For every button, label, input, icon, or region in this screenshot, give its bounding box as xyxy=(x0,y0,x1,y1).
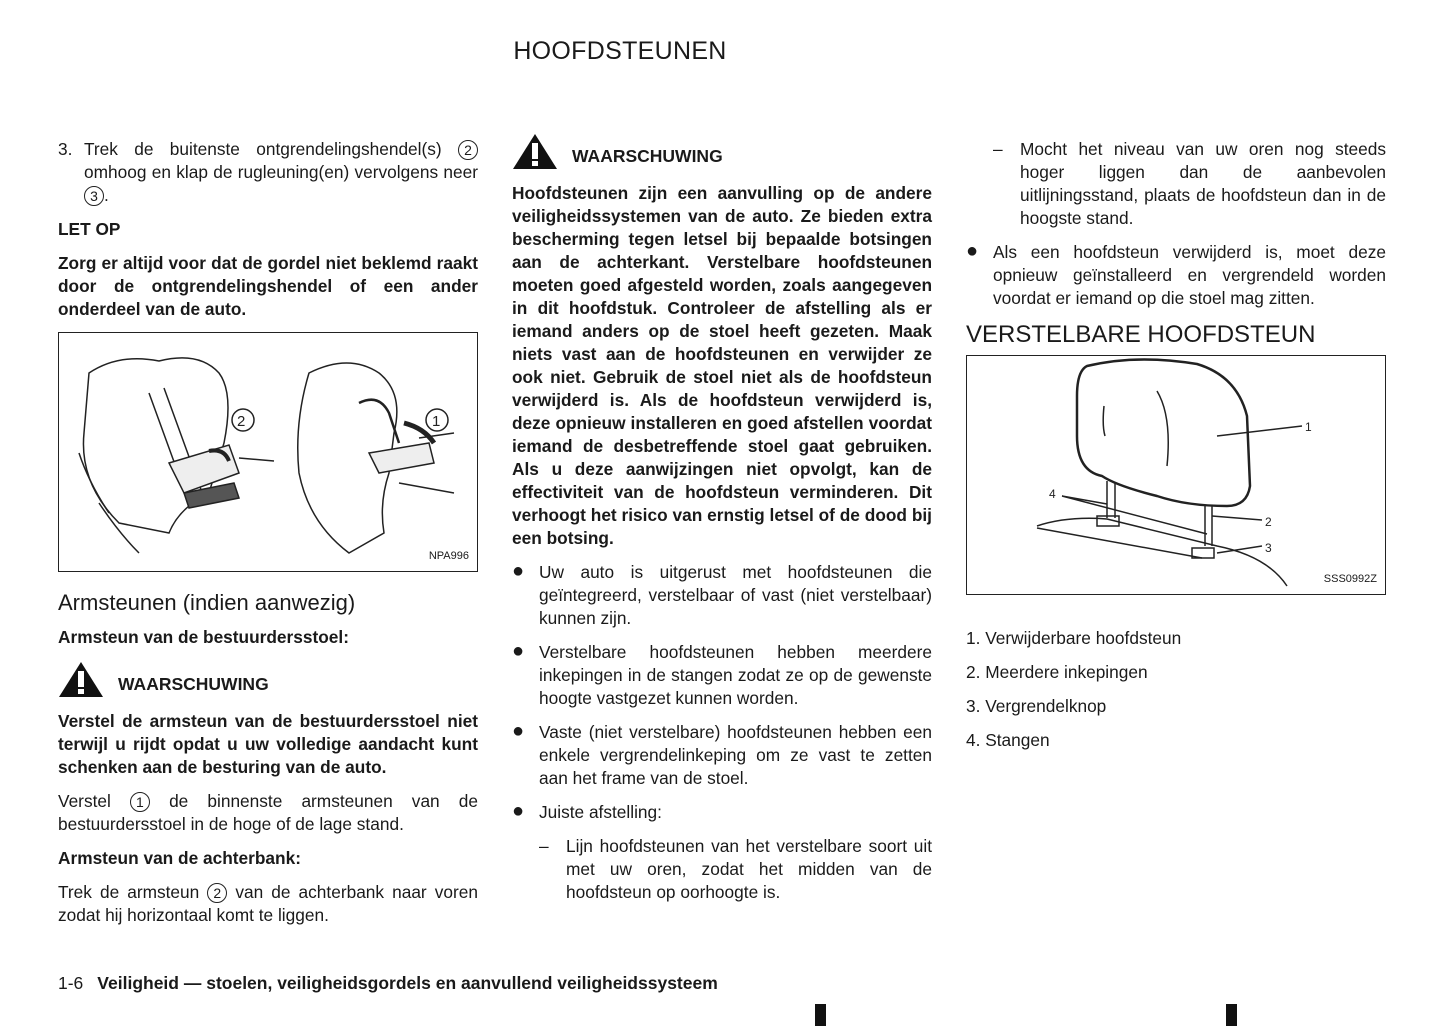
sub-list-item: – Mocht het niveau van uw oren nog steeds hoger liggen dan de aanbevolen uitlijningsstand, plaats de hoofdsteun dan in de hoogste stand. xyxy=(993,139,1386,228)
list-item: ● Uw auto is uitgerust met hoofdsteunen die geïntegreerd, verstelbaar of vast (niet verstelbaar) kunnen zijn. xyxy=(512,560,932,628)
svg-text:1: 1 xyxy=(432,413,441,430)
figure-code: NPA996 xyxy=(428,550,469,562)
rear-armrest-heading: Armsteun van de achterbank: xyxy=(58,848,301,868)
callout-ref: 2 xyxy=(207,883,227,903)
legend-list xyxy=(966,627,1386,752)
step-3: 3. Trek de buitenste ontgrendelingshendel(s) 2 omhoog en klap de rugleuning(en) vervolgens neer 3 . xyxy=(58,139,478,205)
svg-text:1: 1 xyxy=(1305,420,1312,434)
callout-ref: 3 xyxy=(84,186,104,206)
callout-ref: 2 xyxy=(458,140,478,160)
warning-text: Verstel de armsteun van de bestuurdersstoel niet terwijl u rijdt opdat u uw volledige aandacht kunt schenken aan de besturing van de auto. xyxy=(58,711,478,777)
bullet-icon: ● xyxy=(512,560,525,582)
warning-header: WAARSCHUWING xyxy=(58,660,478,698)
print-marker xyxy=(1226,1004,1237,1026)
column-left xyxy=(58,138,478,938)
section-heading: VERSTELBARE HOOFDSTEUN xyxy=(966,321,1316,348)
figure-code: SSS0992Z xyxy=(1323,573,1377,585)
note-title: LET OP xyxy=(58,219,121,239)
warning-triangle-icon xyxy=(58,660,104,698)
warning-text: Hoofdsteunen zijn een aanvulling op de andere veiligheidssystemen van de auto. Ze bieden extra bescherming tegen letsel bij bepaalde botsingen aan de achterkant. Verstelbare hoofdsteunen moeten goed afgesteld worden, zoals aangegeven in dit hoofdstuk. Controleer de afstelling als er iemand anders op de stoel heeft gezeten. Maak niets vast aan de hoofdsteunen en verwijder ze ook niet. Gebruik de stoel niet als de hoofdsteun verwijderd is. Als de hoofdsteun verwijderd is, deze opnieuw installeren en goed afstellen voordat iemand de desbetreffende stoel gaat gebruiken. Als u deze aanwijzingen niet opvolgt, kan de effectiviteit van de hoofdsteun verminderen. Dit verhoogt het risico van ernstig letsel of de dood bij een botsing. xyxy=(512,183,932,548)
page-footer xyxy=(58,972,718,995)
bullet-icon: ● xyxy=(512,640,525,662)
legend-item: 2. Meerdere inkepingen xyxy=(966,662,1148,682)
legend-item: 1. Verwijderbare hoofdsteun xyxy=(966,628,1182,648)
column-right xyxy=(966,138,1386,763)
callout-ref: 1 xyxy=(130,792,150,812)
page-number: 1-6 xyxy=(58,973,84,993)
list-item: ● Juiste afstelling: xyxy=(512,800,662,822)
legend-item: 3. Vergrendelknop xyxy=(966,696,1107,716)
list-item: ● Verstelbare hoofdsteunen hebben meerdere inkepingen in de stangen zodat ze op de gewenste hoogte vastgezet kunnen worden. xyxy=(512,640,932,708)
bullet-icon: ● xyxy=(512,720,525,742)
note-text: Zorg er altijd voor dat de gordel niet beklemd raakt door de ontgrendelingshendel of een ander onderdeel van de auto. xyxy=(58,253,478,319)
warning-triangle-icon xyxy=(512,132,558,170)
bullet-icon: ● xyxy=(966,240,979,262)
warning-header: WAARSCHUWING xyxy=(512,132,932,170)
figure-headrest xyxy=(966,355,1386,595)
driver-armrest-heading: Armsteun van de bestuurdersstoel: xyxy=(58,627,349,647)
armrests-heading: Armsteunen (indien aanwezig) xyxy=(58,590,356,615)
figure-seat-release xyxy=(58,332,478,572)
sub-list-item: – Lijn hoofdsteunen van het verstelbare soort uit met uw oren, zodat het midden van de hoofdsteun op oorhoogte is. xyxy=(539,836,932,902)
list-item: ● Als een hoofdsteun verwijderd is, moet deze opnieuw geïnstalleerd en vergrendeld worden voordat er iemand op die stoel mag zitten. xyxy=(966,240,1386,308)
headrest-illustration xyxy=(967,356,1385,594)
page-title: HOOFDSTEUNEN xyxy=(513,37,727,65)
print-marker xyxy=(815,1004,826,1026)
column-middle xyxy=(512,138,932,915)
rear-armrest-text: Trek de armsteun 2 van de achterbank naar voren zodat hij horizontaal komt te liggen. xyxy=(58,882,478,925)
legend-item: 4. Stangen xyxy=(966,730,1050,750)
list-item: ● Vaste (niet verstelbare) hoofdsteunen hebben een enkele vergrendelinkeping om ze vast te zetten aan het frame van de stoel. xyxy=(512,720,932,788)
bullet-icon: ● xyxy=(512,800,525,822)
driver-armrest-text: Verstel 1 de binnenste armsteunen van de bestuurdersstoel in de hoge of de lage stand. xyxy=(58,791,478,834)
svg-text:4: 4 xyxy=(1049,487,1056,501)
seat-release-illustration xyxy=(59,333,477,571)
chapter-title: Veiligheid — stoelen, veiligheidsgordels en aanvullend veiligheidssysteem xyxy=(97,973,718,993)
svg-text:3: 3 xyxy=(1265,541,1272,555)
svg-text:2: 2 xyxy=(237,413,246,430)
svg-text:2: 2 xyxy=(1265,515,1272,529)
